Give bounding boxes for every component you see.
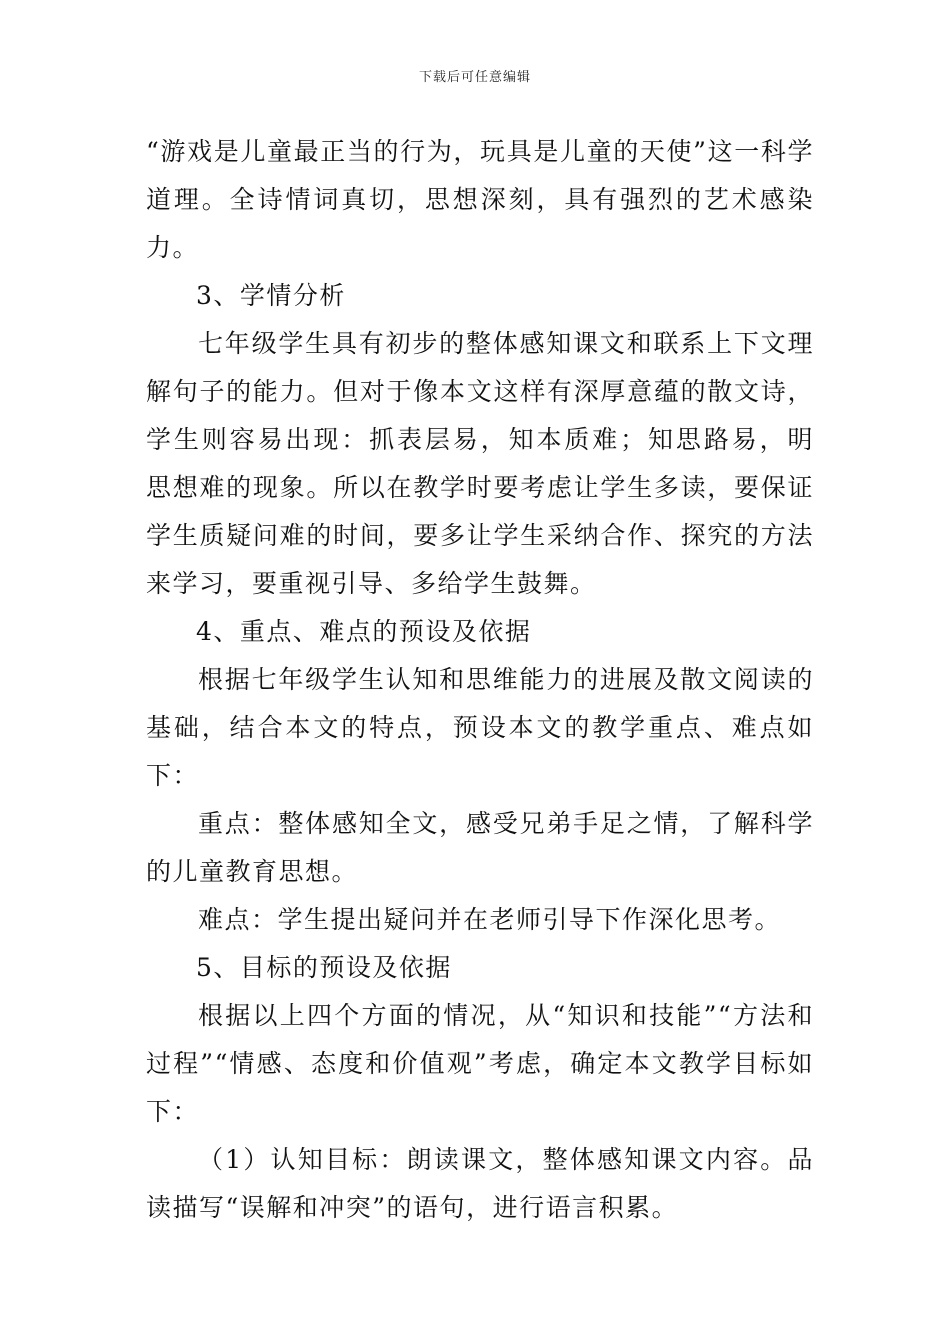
paragraph-learning-analysis: 七年级学生具有初步的整体感知课文和联系上下文理解句子的能力。但对于像本文这样有深厚意蕴的散文诗，学生则容易出现：抓表层易，知本质难；知思路易，明 思想难的现象。所以在教学时要考虑让学生多读，要保证学生质疑问难的时间，要多让学生采纳合作、探究的方法来学习，要重视引导、多给学生鼓舞。	[146, 329, 814, 598]
paragraph-key-points-basis: 根据七年级学生认知和思维能力的进展及散文阅读的基础，结合本文的特点，预设本文的教学重点、难点如下：	[146, 665, 814, 790]
document-body	[146, 128, 814, 1232]
paragraph-key-point: 重点：整体感知全文，感受兄弟手足之情，了解科学的儿童教育思想。	[146, 809, 814, 886]
paragraph-intro-continuation: “游戏是儿童最正当的行为，玩具是儿童的天使”这一科学道理。全诗情词真切，思想深刻，具有强烈的艺术感染力。	[146, 137, 814, 262]
section-heading-objectives: 5、目标的预设及依据	[196, 953, 452, 982]
paragraph-cognitive-objective: （1）认知目标：朗读课文，整体感知课文内容。品读描写“误解和冲突”的语句，进行语言积累。	[146, 1145, 814, 1222]
paragraph-difficult-point: 难点：学生提出疑问并在老师引导下作深化思考。	[198, 905, 782, 934]
paragraph-objectives-basis: 根据以上四个方面的情况，从“知识和技能”“方法和过程”“情感、态度和价值观”考虑，确定本文教学目标如下：	[146, 1001, 814, 1126]
section-heading-learning-analysis: 3、学情分析	[196, 281, 346, 310]
section-heading-key-points: 4、重点、难点的预设及依据	[196, 617, 532, 646]
page-header: 下载后可任意编辑	[418, 70, 531, 85]
